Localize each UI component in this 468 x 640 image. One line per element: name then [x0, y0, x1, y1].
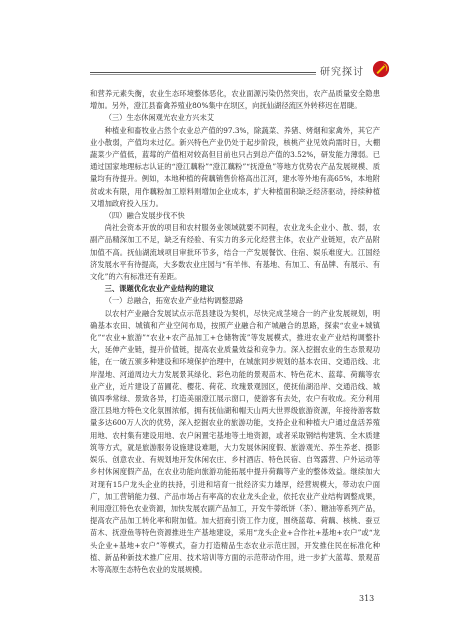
body-paragraph: 尚社会资本开放的项目和农村服务业领域就要不同程，农业龙头企业小、散、弱，农副产品精深加工不足，缺乏有经验、有实力的多元化经营主体，农业产业链短，农产品附加值不高。抚仙湖流域项目审批环节多，结合一产发展餐饮、住宿、娱乐难度大。江国经济发展水平有待提高，大多数农业庄园与“有羊伟、有基地、有加工、有品牌、有展示、有文化”的六有标准还有差距。 [90, 223, 380, 282]
page-number: 313 [359, 594, 375, 603]
article-body [90, 88, 380, 576]
section-heading: 三、课题优化农业产业结构的建议 [104, 284, 215, 294]
subsection-heading: （四）融合发展步伐不快 [104, 211, 185, 221]
subsection-heading: （三）生态休闲观光农业方兴未艾 [104, 113, 215, 123]
header-rule [90, 72, 316, 73]
section-label: 研究探讨 [320, 67, 364, 78]
body-paragraph: 和营养元素失衡，农业生态环境整体恶化，农业面源污染仍然突出，农产品质量安全隐患增加。另外，澄江县畜禽养殖业80%集中在坝区，向抚仙湖径流区外转移迟在眉睫。 [90, 89, 380, 111]
running-header [0, 60, 468, 82]
party-emblem-icon [372, 60, 390, 78]
body-paragraph: 种植业和畜牧业占然个农业总产值的97.3%，除蔬菜、养猪、烤烟和家禽外，其它产业小散弱，产值均未过亿。新兴特色产业仍处于起步阶段，核桃产业见效尚需时日，大棚蔬菜少产值低，蓝莓的产值相对较高但目前也只占到总产值的3.52%，研发能力薄弱。已通过国家地理标志认证的“澄江藕粉”“澄江藕粉”“抚澄鱼”等地方优势农产品发展规模、质量均有待提升。例如，本地种植的荷藕销售价格高出江河，建水等外地有高65%，本地附贫或未有限，用作藕粉加工原料则增加企业成本，扩大种植面积缺乏经济驱动，持续种植又增加政府投入压力。 [90, 125, 380, 208]
header-rule-secondary [90, 74, 316, 75]
subsection-heading: （一）总融合，拓宽农业产业结构调整思路 [104, 296, 244, 306]
body-paragraph: 以农村产业融合发展试点示范县建设为契机，尽快完成茎境合一的产业发展规划，明确基本农田、城镇和产业空间布局，按照产业融合和产城融合的思路，探索“农业+城镇化”“农业+旅游”“农业+农产品加工+仓储物流”等发展模式，推进农业产业结构调整扑大，延伸产业链，提升价值链，提高农业质量效益和竞争力。深入挖掘农业的生态景观功能，在一破五颁多种建设和环境保护治理中，在城旅同步规划的基本农田、交通沿线、北岸湿地、河道周边大力发展景其绿化、彩色功能的景观苗木、特色花木、蓝莓、荷藕等农业产业，近片建设了苗圃花、樱花、荷花、玫瑰景观园区，使抚仙湖沿岸、交通沿线、城镇四季常绿、景致各异，打造美丽澄江展示窗口，使游客有去处，农户有收成。充分利用澄江县地方特色文化氛围浓郁，拥有抚仙湖和帽天山两大世界级旅游资源，年接待游客数量多达600万人次的优势，深入挖掘农业的旅游功能，支持企业和种植大户通过盘活养殖用地、农村集有建设用地、农户闲置宅基地等土地资源，或者采取钢结构建筑、全木质建筑等方式，就是旅游服务设施建设难题，大力发展休闲度假、旅游观光、养生养老、摄影娱乐、创意农业、有规划地开发休闲农庄、乡村酒店、特色民宿、自驾露营、户外运动等乡村休闲度假产品，在农业功能向旅游功能拓展中提升荷藕等产业的整体效益。继续加大对现有15户龙头企业的扶持，引进和培育一批经济实力雄厚，经营规模大，带动农户面广，加工营销能力强、产品市场占有率高的农业龙头企业，依托农业产业结构调整成果，利用澄江特色农业资源，加快发展农副产品加工，开发牛蒡纸饼（茶）、糖油等系列产品，提高农产品加工转化率和附加值。加大招商引资工作力度，围绕蓝莓、荷藕、核桃、蚕豆苗木、抚澄鱼等特色资源推进生产基地建设，采用“龙头企业+合作社+基地+农户”或“龙头企业+基地+农户”等模式，奋力打造精品生态农业示范庄园，开发推住民在标准化种植、新品种新技术推广应用、技术培训等方面的示范带动作用，进一步扩大蓝莓、景观苗木等高原生态特色农业的发展规模。 [90, 308, 380, 574]
